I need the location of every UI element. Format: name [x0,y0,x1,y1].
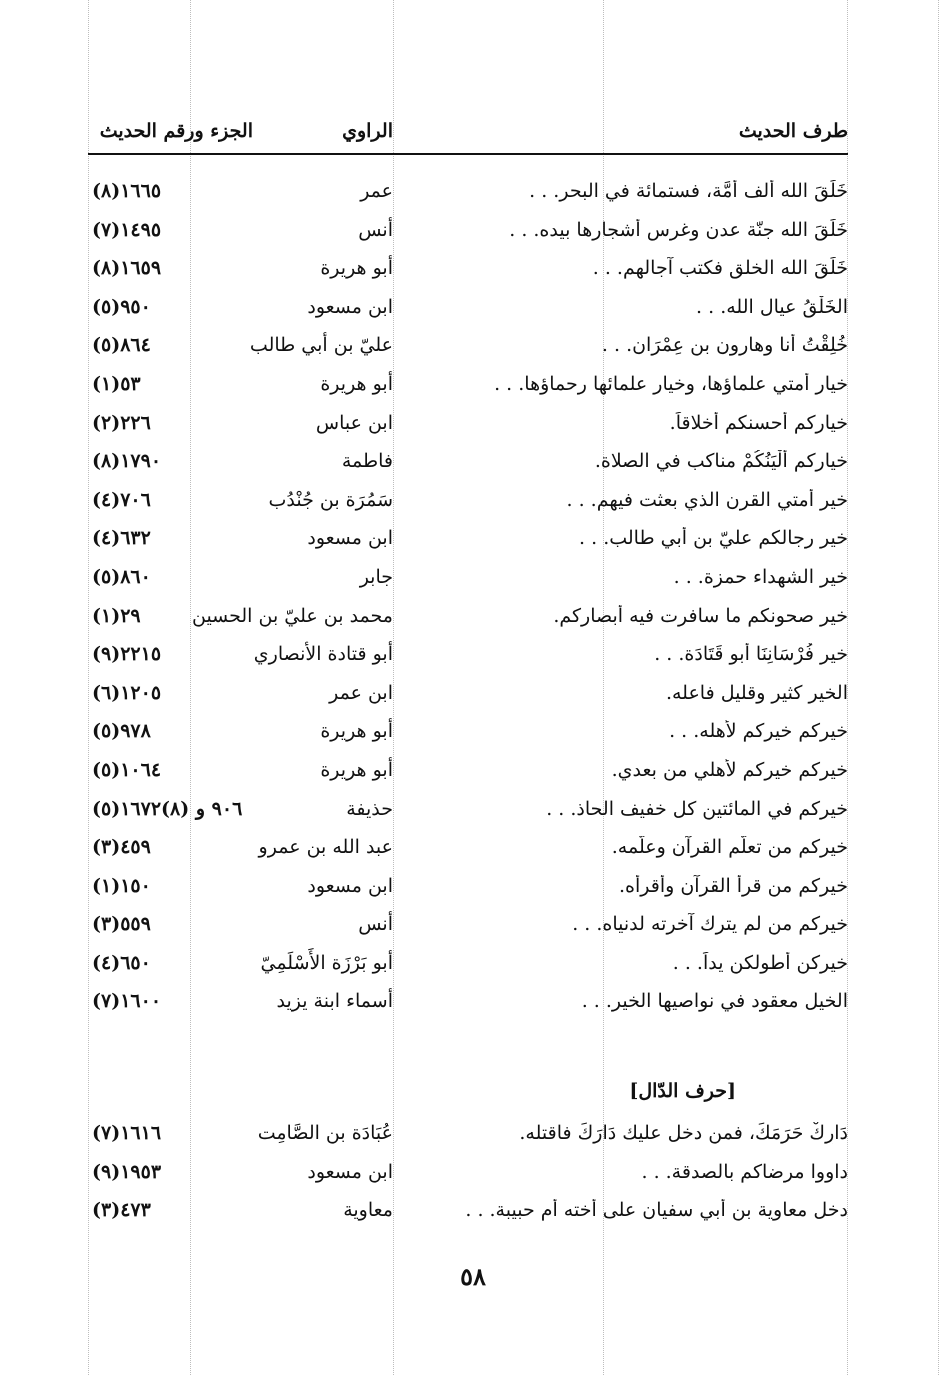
table-row [88,560,848,599]
table-row [88,328,848,367]
reference-number: ٢٩(١) [92,604,141,627]
hadith-text: خيركم من تعلّم القرآن وعلّمه. [611,836,848,859]
narrator-name: أبو هريرة [320,720,393,743]
page-number: ٥٨ [460,1262,486,1291]
hadith-text: الخير كثير وقليل فاعله. [665,681,848,704]
reference-number: ٤٧٣(٣) [92,1199,151,1222]
reference-number: ١٥٠(١) [92,874,151,897]
margin-guide-line [938,0,939,1375]
narrator-name: ابن مسعود [307,874,393,897]
reference-number: ٩٧٨(٥) [92,720,151,743]
narrator-name: سَمُرَة بن جُنْدُب [268,488,393,511]
section-title: [حرف الدّال] [629,1080,736,1102]
narrator-name: أسماء ابنة يزيد [276,990,393,1013]
reference-number: ١٢٠٥(٦) [92,681,162,704]
table-row [88,406,848,445]
narrator-name: أبو هريرة [320,257,393,280]
table-row [88,444,848,483]
narrator-name: حذيفة [346,797,393,820]
table-row [88,521,848,560]
narrator-name: أنس [358,218,393,241]
table-row [88,637,848,676]
table-row [88,907,848,946]
reference-number: ٢٢١٥(٩) [92,643,162,666]
reference-number: ٩٥٠(٥) [92,295,151,318]
narrator-name: معاوية [343,1199,393,1222]
hadith-text: خير رجالكم عليّ بن أبي طالب. . . [579,527,848,550]
table-row [88,714,848,753]
hadith-text: خيار أمتي علماؤها، وخيار علمائها رحماؤها. . . [494,372,848,395]
reference-number: ١٦١٦(٧) [92,1122,162,1144]
narrator-name: أبو بَرْزَة الأَسْلَمِيّ [260,951,393,974]
hadith-text: الخيل معقود في نواصيها الخير. . . [581,990,848,1013]
hadith-text: داووا مرضاكم بالصدقة. . . [641,1160,848,1183]
table-row [88,174,848,213]
narrator-name: فاطمة [341,450,393,473]
table-row [88,830,848,869]
narrator-name: أبو هريرة [320,372,393,395]
table-row [88,869,848,908]
hadith-text: دَارِكْ حَرَمَكَ، فمن دخل عليك دَارَكَ فاقتله. [519,1122,848,1144]
hadith-text: خُلِقْتُ أنا وهارون بن عِمْرَان. . . [601,334,848,357]
narrator-name: عُبَادَة بن الصَّامِت [257,1122,393,1144]
table-row [88,984,848,1023]
hadith-text: خير صحونكم ما سافرت فيه أبصاركم. [553,604,848,627]
reference-number: ٦٣٢(٤) [92,527,151,550]
narrator-name: ابن مسعود [307,1160,393,1183]
narrator-name: جابر [359,565,393,588]
hadith-text: خيركم خيركم لأهلي من بعدي. [611,758,848,781]
reference-number: ١٦٥٩(٨) [92,257,162,280]
hadith-text: خَلَقَ الله ألف أُمَّة، فستمائة في البحر. . . [529,180,848,202]
reference-number: ١٠٦٤(٥) [92,758,162,781]
hadith-text: خير فُرْسَانِنَا أبو قَتَادَة. . . [654,643,848,666]
table-row [88,290,848,329]
reference-number: (٥)٩٠٦ و (٨)١٦٧٢ [92,797,243,820]
reference-number: ٢٢٦(٢) [92,411,151,434]
hadith-text: خياركم أحسنكم أخلاقاً. [669,411,848,434]
table-row [88,1116,848,1155]
header-reference: الجزء ورقم الحديث [99,120,253,142]
hadith-text: خيركم في المائتين كل خفيف الحاذ. . . [546,797,848,820]
hadith-text: خيركن أطولكن يداً. . . [672,951,848,974]
narrator-name: ابن مسعود [307,527,393,550]
hadith-text: خيركم من لم يترك آخرته لدنياه. . . [572,913,848,936]
table-row [88,599,848,638]
hadith-text: خيركم من قرأ القرآن وأقرأه. [619,874,848,897]
reference-number: ١٦٦٥(٨) [92,180,162,202]
hadith-text: دخل معاوية بن أبي سفيان على أخته أم حبيبة. . . [465,1199,848,1222]
narrator-name: عليّ بن أبي طالب [249,334,393,357]
reference-number: ١٦٠٠(٧) [92,990,162,1013]
narrator-name: عبد الله بن عمرو [258,836,393,859]
table-row [88,251,848,290]
header-narrator: الراوي [342,120,393,142]
header-rule [88,153,848,155]
reference-number: ٨٦٠(٥) [92,565,151,588]
table-row [88,676,848,715]
reference-number: ١٩٥٣(٩) [92,1160,162,1183]
table-header [88,112,848,152]
table-row [88,1155,848,1194]
narrator-name: أنس [358,913,393,936]
table-row [88,1193,848,1232]
narrator-name: محمد بن عليّ بن الحسين [191,604,393,627]
table-row [88,367,848,406]
hadith-text: خَلَقَ الله الخلق فكتب آجالهم. . . [592,257,848,280]
hadith-text: خير أمتي القرن الذي بعثت فيهم. . . [566,488,848,511]
reference-number: ٥٥٩(٣) [92,913,151,936]
narrator-name: ابن عباس [315,411,393,434]
narrator-name: أبو هريرة [320,758,393,781]
reference-number: ٤٥٩(٣) [92,836,151,859]
reference-number: ١٤٩٥(٧) [92,218,162,241]
hadith-text: الخَلْقُ عيال الله. . . [696,295,848,318]
narrator-name: عمر [360,180,393,202]
hadith-text: خياركم أَلْيَنُكُمْ مناكب في الصلاة. [594,450,848,473]
table-row [88,792,848,831]
narrator-name: ابن مسعود [307,295,393,318]
reference-number: ٦٥٠(٤) [92,951,151,974]
narrator-name: ابن عمر [329,681,393,704]
hadith-text: خَلَقَ الله جنّة عدن وغرس أشجارها بيده. . . [509,218,848,241]
reference-number: ٨٦٤(٥) [92,334,151,357]
reference-number: ٧٠٦(٤) [92,488,151,511]
hadith-text: خيركم خيركم لأهله. . . [669,720,848,743]
index-table [88,174,848,1023]
reference-number: ١٧٩٠(٨) [92,450,162,473]
table-row [88,213,848,252]
header-hadith: طرف الحديث [738,120,848,142]
table-row [88,753,848,792]
index-table-dal [88,1116,848,1232]
table-row [88,483,848,522]
narrator-name: أبو قتادة الأنصاري [253,643,393,666]
hadith-text: خير الشهداء حمزة. . . [673,565,848,588]
reference-number: ٥٣(١) [92,372,141,395]
table-row [88,946,848,985]
